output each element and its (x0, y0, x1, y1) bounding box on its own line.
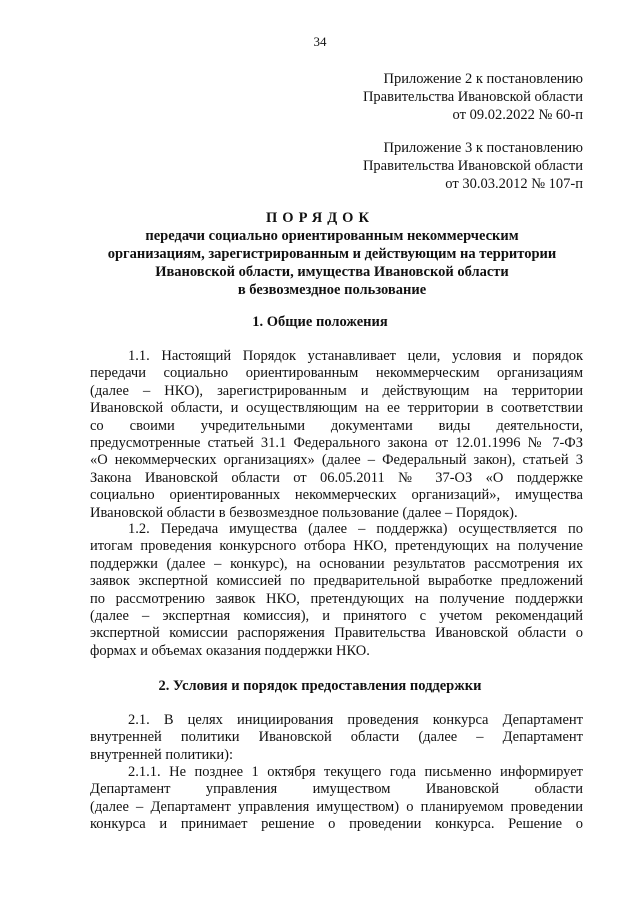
paragraph-line: (далее – НКО), зарегистрированным и действующим на территории (90, 382, 583, 399)
paragraph-2-1 (90, 712, 583, 764)
paragraph-line: социально ориентированных некоммерческих организаций», имущества (90, 487, 583, 504)
paragraph-line: (далее – Департамент управления имуществом) о планируемом проведении (90, 798, 583, 815)
document-title: ПОРЯДОК (266, 210, 374, 226)
subtitle-line: в безвозмездное пользование (237, 282, 427, 298)
paragraph-line: (далее – экспертная комиссия), и принятого с учетом рекомендаций (90, 608, 583, 625)
paragraph-line: формах и объемах оказания поддержки НКО. (90, 642, 370, 659)
paragraph-line: внутренней политики): (90, 746, 233, 763)
paragraph-line: Закона Ивановской области от 06.05.2011 № 37-ОЗ «О поддержке (90, 469, 583, 486)
subtitle-line: Ивановской области, имущества Ивановской области (155, 264, 509, 280)
paragraph-line: 2.1.1. Не позднее 1 октября текущего года письменно информирует (128, 764, 583, 780)
section-2-heading: 2. Условия и порядок предоставления поддержки (158, 678, 482, 694)
paragraph-line: по рассмотрению заявок НКО, претендующих на получение поддержки (90, 590, 583, 607)
appendix-line: Приложение 2 к постановлению (383, 71, 583, 87)
paragraph-line: поддержки (далее – конкурс), на основании результатов рассмотрения их (90, 555, 583, 572)
appendix-current-reference (300, 70, 583, 124)
paragraph-line: Ивановской области в безвозмездное пользование (далее – Порядок). (90, 504, 518, 521)
paragraph-line: со своими учредительными документами виды деятельности, (90, 417, 583, 434)
paragraph-1-2 (90, 521, 583, 660)
paragraph-line: 2.1. В целях инициирования проведения конкурса Департамент (128, 712, 583, 728)
paragraph-line: 1.2. Передача имущества (далее – поддержка) осуществляется по (128, 521, 583, 537)
document-subtitle (90, 227, 574, 299)
appendix-line: от 30.03.2012 № 107-п (445, 176, 583, 192)
paragraph-2-1-1 (90, 764, 583, 834)
appendix-original-reference (300, 139, 583, 193)
subtitle-line: передачи социально ориентированным некоммерческим (145, 228, 519, 244)
paragraph-line: итогам проведения конкурсного отбора НКО, претендующих на получение (90, 538, 583, 555)
paragraph-line: 1.1. Настоящий Порядок устанавливает цели, условия и порядок (128, 348, 583, 364)
appendix-line: от 09.02.2022 № 60-п (452, 107, 583, 123)
paragraph-line: экспертной комиссии распоряжения Правительства Ивановской области о (90, 625, 583, 642)
paragraph-line: Ивановской области, и осуществляющим на ее территории в соответствии (90, 400, 583, 417)
paragraph-line: передачи социально ориентированным некоммерческим организациям (90, 365, 583, 382)
paragraph-line: «О некоммерческих организациях» (далее – Федеральный закон), статьей 3 (90, 452, 583, 469)
section-1-heading: 1. Общие положения (252, 314, 388, 330)
paragraph-line: Департамент управления имуществом Ивановской области (90, 781, 583, 798)
appendix-line: Правительства Ивановской области (362, 89, 583, 105)
paragraph-line: внутренней политики Ивановской области (далее – Департамент (90, 729, 583, 746)
paragraph-1-1 (90, 348, 583, 522)
appendix-line: Приложение 3 к постановлению (383, 140, 583, 156)
appendix-line: Правительства Ивановской области (362, 158, 583, 174)
page-number: 34 (313, 34, 327, 49)
paragraph-line: предусмотренные статьей 31.1 Федерального закона от 12.01.1996 № 7-ФЗ (90, 435, 583, 452)
paragraph-line: конкурса и принимает решение о проведении конкурса. Решение о (90, 816, 583, 833)
subtitle-line: организациям, зарегистрированным и действующим на территории (107, 246, 557, 262)
paragraph-line: заявок экспертной комиссией по предварительной выработке предложений (90, 573, 583, 590)
